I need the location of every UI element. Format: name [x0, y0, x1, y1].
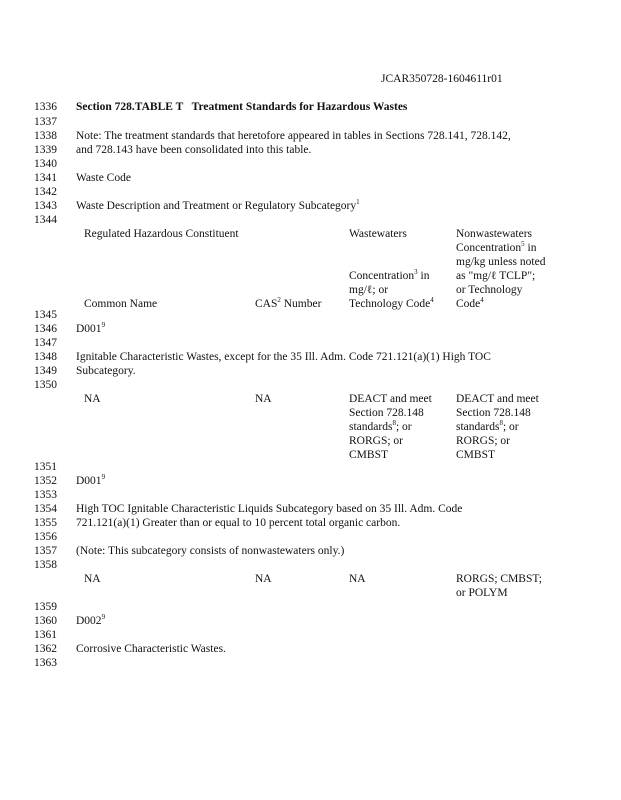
line-number: 1340 [34, 158, 57, 170]
section-title: Treatment Standards for Hazardous Wastes [191, 101, 408, 113]
col-header-wastewaters: Wastewaters [349, 228, 407, 240]
line-number: 1338 [34, 130, 57, 142]
cell-common-name: NA [84, 573, 101, 585]
line-number: 1359 [34, 601, 57, 613]
line-number: 1347 [34, 337, 57, 349]
line-number: 1363 [34, 657, 57, 669]
section-number: Section 728.TABLE T [76, 101, 184, 113]
waste-code: $D001^9$ [76, 321, 106, 335]
line-number: 1341 [34, 172, 57, 184]
cell-common-name: NA [84, 393, 101, 405]
line-number: 1358 [34, 559, 57, 571]
cell-cas-number: NA [255, 393, 272, 405]
line-number: 1343 [34, 200, 57, 212]
note-line: Note: The treatment standards that heretofore appeared in tables in Sections 728.141, 728.142, [76, 130, 511, 142]
waste-code-label: Waste Code [76, 172, 131, 184]
line-number: 1351 [34, 461, 57, 473]
line-number: 1344 [34, 214, 57, 226]
line-number: 1346 [34, 323, 57, 335]
line-number: 1342 [34, 186, 57, 198]
waste-description: 721.121(a)(1) Greater than or equal to 10 percent total organic carbon. [76, 517, 401, 529]
waste-description: Ignitable Characteristic Wastes, except for the 35 Ill. Adm. Code 721.121(a)(1) High TOC [76, 351, 491, 363]
line-number: 1354 [34, 503, 57, 515]
subcategory-note: (Note: This subcategory consists of nonwastewaters only.) [76, 545, 345, 557]
line-number: 1337 [34, 116, 57, 128]
line-number: 1345 [34, 309, 57, 321]
line-number: 1339 [34, 144, 57, 156]
section-heading [76, 102, 407, 114]
line-number: 1336 [34, 101, 57, 113]
line-number: 1355 [34, 517, 57, 529]
waste-description: High TOC Ignitable Characteristic Liquids Subcategory based on 35 Ill. Adm. Code [76, 503, 463, 515]
line-number: 1349 [34, 365, 57, 377]
col-header-common-name: Common Name [84, 298, 158, 310]
waste-description-label: Waste Description and Treatment or Regulatory Subcategory$^1$ [76, 198, 360, 212]
line-number: 1352 [34, 475, 57, 487]
col-header-constituent: Regulated Hazardous Constituent [84, 228, 239, 240]
line-number: 1356 [34, 531, 57, 543]
document-id: JCAR350728-1604611r01 [381, 73, 503, 85]
line-number: 1357 [34, 545, 57, 557]
line-number: 1350 [34, 379, 57, 391]
col-header-cas-number: CAS$^2$ Number [255, 296, 322, 310]
line-number: 1362 [34, 643, 57, 655]
note-line: and 728.143 have been consolidated into this table. [76, 144, 312, 156]
line-number: 1361 [34, 629, 57, 641]
line-number: 1348 [34, 351, 57, 363]
waste-description: Subcategory. [76, 365, 136, 377]
line-number: 1353 [34, 489, 57, 501]
line-number: 1360 [34, 615, 57, 627]
waste-code: $D002^9$ [76, 613, 106, 627]
waste-description: Corrosive Characteristic Wastes. [76, 643, 226, 655]
cell-cas-number: NA [255, 573, 272, 585]
cell-wastewaters: NA [349, 573, 366, 585]
waste-code: $D001^9$ [76, 473, 106, 487]
